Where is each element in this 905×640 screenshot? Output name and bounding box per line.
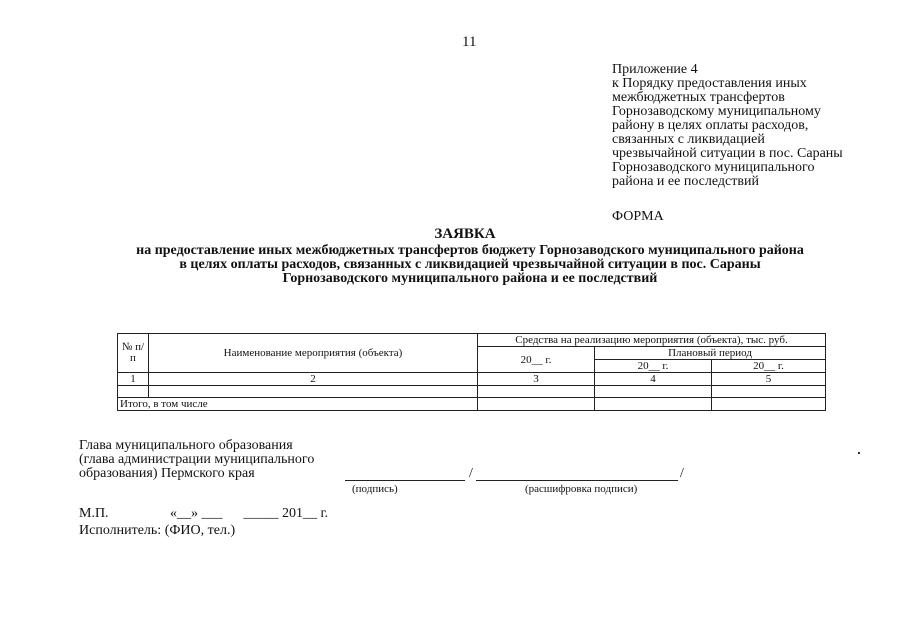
- appendix-line: межбюджетных трансфертов: [612, 90, 785, 105]
- header-plan-year-2: 20__ г.: [712, 360, 826, 373]
- document-subtitle: [100, 244, 840, 286]
- signature-line: [345, 480, 465, 481]
- signatory-line: Глава муниципального образования: [79, 438, 293, 453]
- appendix-line: Приложение 4: [612, 62, 698, 77]
- header-plan-year-1: 20__ г.: [595, 360, 712, 373]
- empty-cell: [595, 386, 712, 398]
- appendix-line: чрезвычайной ситуации в пос. Сараны: [612, 146, 843, 161]
- header-year: 20__ г.: [478, 347, 595, 373]
- appendix-line: Горнозаводского муниципального: [612, 160, 815, 175]
- column-number-cell: 5: [712, 373, 826, 386]
- separator-slash: /: [469, 466, 473, 481]
- page-number: 11: [462, 34, 477, 50]
- appendix-line: Горнозаводскому муниципальному: [612, 104, 821, 119]
- total-label: Итого, в том числе: [118, 398, 478, 411]
- decoding-caption: (расшифровка подписи): [525, 483, 638, 495]
- stamp-place-label: М.П.: [79, 506, 109, 521]
- signature-caption: (подпись): [352, 483, 398, 495]
- decoding-line: [476, 480, 678, 481]
- empty-cell: [149, 386, 478, 398]
- date-field: «__» ___ _____ 201__ г.: [170, 506, 329, 521]
- subtitle-line: в целях оплаты расходов, связанных с ликвидацией чрезвычайной ситуации в пос. Сараны: [179, 257, 761, 272]
- empty-cell: [478, 386, 595, 398]
- header-name: Наименование мероприятия (объекта): [149, 334, 478, 373]
- empty-cell: [595, 398, 712, 411]
- subtitle-line: на предоставление иных межбюджетных трансфертов бюджету Горнозаводского муниципального района: [136, 243, 804, 258]
- scan-artifact: [858, 452, 860, 454]
- appendix-header: [612, 63, 843, 189]
- header-funds: Средства на реализацию мероприятия (объекта), тыс. руб.: [478, 334, 826, 347]
- empty-cell: [712, 398, 826, 411]
- appendix-line: связанных с ликвидацией: [612, 132, 765, 147]
- signatory-line: образования) Пермского края: [79, 466, 255, 481]
- form-label: ФОРМА: [612, 209, 664, 224]
- header-num: № п/п: [118, 334, 149, 373]
- appendix-line: району в целях оплаты расходов,: [612, 118, 809, 133]
- application-table: [117, 333, 826, 411]
- signatory-title: [79, 439, 314, 481]
- empty-cell: [712, 386, 826, 398]
- separator-slash: /: [680, 466, 684, 481]
- empty-cell: [118, 386, 149, 398]
- column-number-cell: 1: [118, 373, 149, 386]
- column-number-cell: 2: [149, 373, 478, 386]
- header-planning-period: Плановый период: [595, 347, 826, 360]
- column-number-cell: 4: [595, 373, 712, 386]
- executor-label: Исполнитель: (ФИО, тел.): [79, 523, 236, 538]
- appendix-line: района и ее последствий: [612, 174, 759, 189]
- subtitle-line: Горнозаводского муниципального района и ее последствий: [282, 271, 658, 286]
- document-title: ЗАЯВКА: [434, 226, 496, 242]
- column-number-cell: 3: [478, 373, 595, 386]
- signatory-line: (глава администрации муниципального: [79, 452, 315, 467]
- appendix-line: к Порядку предоставления иных: [612, 76, 807, 91]
- empty-cell: [478, 398, 595, 411]
